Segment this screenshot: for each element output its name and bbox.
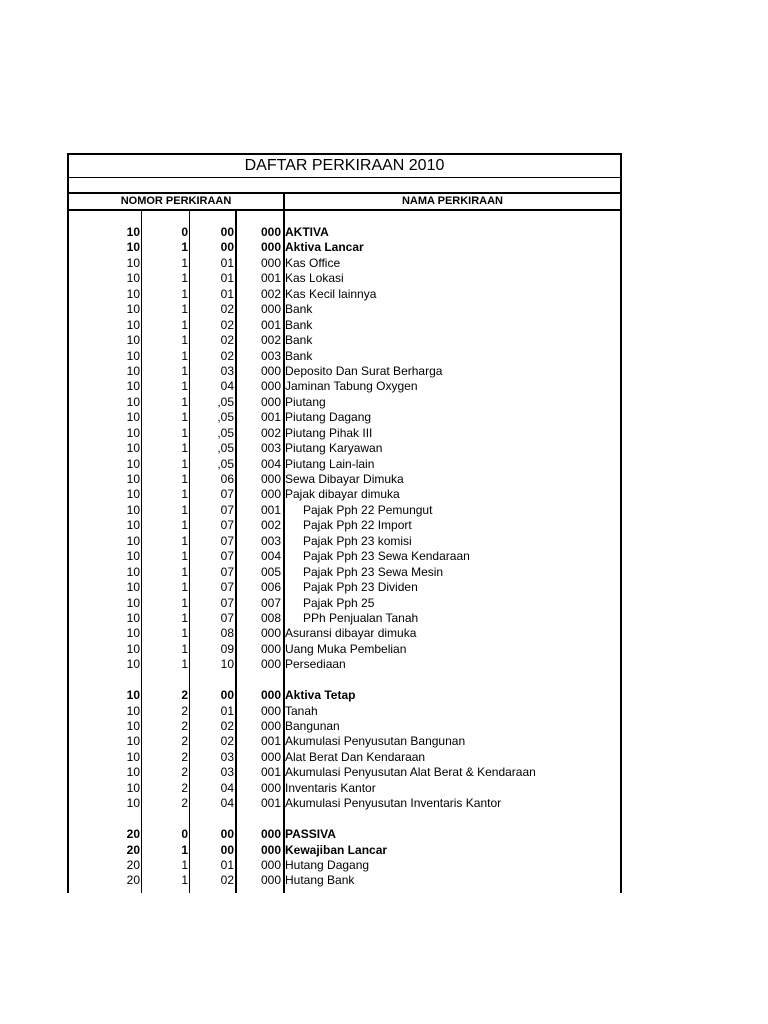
account-name: Aktiva Lancar — [285, 240, 364, 255]
account-group: 10 — [126, 487, 140, 502]
account-group: 10 — [126, 657, 140, 672]
account-class: 1 — [181, 271, 188, 286]
table-row — [69, 642, 620, 657]
account-name: Akumulasi Penyusutan Alat Berat & Kendaraan — [285, 765, 536, 780]
account-sub: 01 — [220, 271, 234, 286]
account-name: Pajak Pph 22 Import — [303, 518, 412, 533]
account-name: Pajak Pph 22 Pemungut — [303, 502, 433, 517]
account-group: 10 — [126, 410, 140, 425]
title-spacer-row — [69, 178, 620, 194]
account-class: 1 — [181, 518, 188, 533]
account-group: 10 — [126, 780, 140, 795]
table-row — [69, 688, 620, 703]
account-group: 10 — [126, 518, 140, 533]
table-row — [69, 426, 620, 441]
account-name: Sewa Dibayar Dimuka — [285, 472, 404, 486]
account-name: Tanah — [285, 703, 318, 718]
account-name: Pajak Pph 23 Sewa Mesin — [303, 564, 444, 579]
account-detail: 000 — [260, 657, 281, 672]
account-class: 1 — [181, 363, 188, 378]
account-name: Pajak Pph 23 komisi — [303, 533, 412, 548]
account-group: 10 — [126, 502, 140, 517]
account-sub: 09 — [220, 641, 234, 656]
account-sub: 02 — [220, 873, 234, 888]
account-detail: 000 — [260, 240, 281, 255]
account-sub: 07 — [220, 595, 234, 610]
account-class: 1 — [181, 580, 188, 595]
account-group: 10 — [126, 286, 140, 301]
account-sub: 07 — [220, 564, 234, 579]
account-class: 2 — [181, 749, 188, 764]
account-detail: 000 — [260, 302, 281, 317]
account-sub: 02 — [220, 317, 234, 332]
spacer-row — [69, 812, 620, 827]
account-group: 10 — [126, 549, 140, 564]
account-sub: 01 — [220, 857, 234, 872]
table-row — [69, 318, 620, 333]
account-class: 1 — [181, 410, 188, 425]
account-detail: 000 — [260, 780, 281, 795]
account-detail: 004 — [260, 456, 281, 471]
account-group: 10 — [126, 472, 140, 486]
account-group: 10 — [126, 595, 140, 610]
table-row — [69, 379, 620, 394]
table-row — [69, 596, 620, 611]
account-name: Piutang Dagang — [285, 410, 372, 425]
account-detail: 006 — [260, 580, 281, 595]
account-detail: 000 — [260, 255, 281, 270]
account-class: 1 — [181, 425, 188, 440]
account-name: Bank — [285, 348, 313, 363]
table-row — [69, 534, 620, 549]
account-name: Bank — [285, 302, 313, 317]
account-class: 1 — [181, 595, 188, 610]
account-name: Bangunan — [285, 719, 340, 733]
account-sub: 03 — [220, 363, 234, 378]
account-detail: 000 — [260, 749, 281, 764]
table-row — [69, 843, 620, 858]
account-detail: 000 — [260, 873, 281, 888]
account-sub: 08 — [220, 626, 234, 641]
table-row — [69, 349, 620, 364]
account-name: Pajak Pph 23 Dividen — [303, 580, 418, 595]
table-row — [69, 580, 620, 595]
account-group: 10 — [126, 533, 140, 548]
account-sub: 04 — [220, 796, 234, 811]
account-name: Kas Kecil lainnya — [285, 286, 377, 301]
account-sub: 07 — [220, 610, 234, 625]
table-row — [69, 704, 620, 719]
account-name: Piutang Pihak III — [285, 425, 373, 440]
table-row — [69, 271, 620, 286]
account-class: 1 — [181, 348, 188, 363]
account-sub: ,05 — [217, 456, 234, 471]
account-detail: 000 — [260, 641, 281, 656]
account-group: 10 — [126, 796, 140, 811]
account-sub: 04 — [220, 379, 234, 394]
account-sub: ,05 — [217, 394, 234, 409]
account-name: Aktiva Tetap — [285, 688, 356, 703]
account-group: 10 — [126, 225, 140, 239]
account-sub: 00 — [220, 225, 234, 239]
table-row — [69, 240, 620, 255]
account-detail: 001 — [260, 410, 281, 425]
spacer-row — [69, 673, 620, 688]
account-detail: 000 — [260, 688, 281, 703]
account-class: 2 — [181, 688, 188, 703]
account-detail: 008 — [260, 610, 281, 625]
account-class: 2 — [181, 780, 188, 795]
account-detail: 002 — [260, 425, 281, 440]
account-sub: 02 — [220, 333, 234, 348]
account-sub: 01 — [220, 286, 234, 301]
account-sub: 07 — [220, 502, 234, 517]
table-row — [69, 225, 620, 240]
table-row — [69, 302, 620, 317]
account-name: Jaminan Tabung Oxygen — [285, 379, 418, 394]
account-group: 10 — [126, 240, 140, 255]
account-sub: 03 — [220, 765, 234, 780]
account-detail: 001 — [260, 765, 281, 780]
account-detail: 000 — [260, 827, 281, 842]
table-row — [69, 750, 620, 765]
account-name: Kewajiban Lancar — [285, 842, 388, 857]
account-name: Alat Berat Dan Kendaraan — [285, 749, 426, 764]
account-sub: 03 — [220, 749, 234, 764]
table-row — [69, 457, 620, 472]
account-class: 1 — [181, 302, 188, 317]
account-class: 1 — [181, 533, 188, 548]
account-detail: 001 — [260, 271, 281, 286]
account-class: 1 — [181, 333, 188, 348]
account-group: 10 — [126, 688, 140, 703]
account-class: 0 — [181, 225, 188, 239]
account-group: 10 — [126, 456, 140, 471]
table-row — [69, 487, 620, 502]
account-detail: 000 — [260, 703, 281, 718]
account-class: 0 — [181, 827, 188, 842]
account-detail: 000 — [260, 857, 281, 872]
account-class: 1 — [181, 842, 188, 857]
account-group: 10 — [126, 765, 140, 780]
table-row — [69, 796, 620, 811]
account-detail: 005 — [260, 564, 281, 579]
account-detail: 003 — [260, 348, 281, 363]
account-class: 1 — [181, 317, 188, 332]
account-sub: 02 — [220, 734, 234, 749]
table-row — [69, 256, 620, 271]
account-detail: 000 — [260, 719, 281, 733]
account-group: 10 — [126, 271, 140, 286]
account-class: 1 — [181, 240, 188, 255]
account-group: 10 — [126, 641, 140, 656]
account-name: Pajak dibayar dimuka — [285, 487, 400, 502]
account-group: 10 — [126, 703, 140, 718]
account-group: 10 — [126, 317, 140, 332]
account-sub: 04 — [220, 780, 234, 795]
account-detail: 002 — [260, 333, 281, 348]
account-detail: 000 — [260, 225, 281, 239]
account-sub: 07 — [220, 549, 234, 564]
account-detail: 000 — [260, 487, 281, 502]
account-class: 1 — [181, 472, 188, 486]
account-name: Hutang Bank — [285, 873, 355, 888]
account-class: 1 — [181, 502, 188, 517]
account-name: Bank — [285, 317, 313, 332]
account-group: 10 — [126, 379, 140, 394]
account-name: Inventaris Kantor — [285, 780, 376, 795]
account-detail: 001 — [260, 734, 281, 749]
account-name: Akumulasi Penyusutan Bangunan — [285, 734, 466, 749]
account-name: Pajak Pph 25 — [303, 595, 375, 610]
account-name: Piutang — [285, 394, 326, 409]
account-detail: 000 — [260, 394, 281, 409]
account-sub: 02 — [220, 348, 234, 363]
table-row — [69, 395, 620, 410]
account-class: 1 — [181, 873, 188, 888]
account-class: 2 — [181, 765, 188, 780]
account-detail: 000 — [260, 379, 281, 394]
account-name: Uang Muka Pembelian — [285, 641, 407, 656]
account-detail: 001 — [260, 502, 281, 517]
account-name: PPh Penjualan Tanah — [303, 610, 419, 625]
account-class: 1 — [181, 549, 188, 564]
table-row — [69, 611, 620, 626]
account-detail: 003 — [260, 441, 281, 456]
account-class: 1 — [181, 657, 188, 672]
account-sub: ,05 — [217, 425, 234, 440]
account-detail: 000 — [260, 363, 281, 378]
account-sub: 00 — [220, 240, 234, 255]
table-row — [69, 765, 620, 780]
account-rows — [69, 225, 620, 889]
account-group: 10 — [126, 394, 140, 409]
account-group: 10 — [126, 333, 140, 348]
page-title: DAFTAR PERKIRAAN 2010 — [69, 155, 620, 178]
account-detail: 002 — [260, 286, 281, 301]
account-name: Kas Lokasi — [285, 271, 344, 286]
column-header-row — [69, 194, 620, 211]
account-name: Bank — [285, 333, 313, 348]
account-class: 2 — [181, 719, 188, 733]
account-group: 10 — [126, 749, 140, 764]
table-row — [69, 734, 620, 749]
account-sub: 07 — [220, 518, 234, 533]
table-row — [69, 626, 620, 641]
account-group: 10 — [126, 425, 140, 440]
table-row — [69, 472, 620, 487]
account-group: 10 — [126, 564, 140, 579]
account-sub: 02 — [220, 302, 234, 317]
account-sub: ,05 — [217, 410, 234, 425]
account-class: 1 — [181, 394, 188, 409]
table-row — [69, 781, 620, 796]
account-chart-table — [67, 153, 622, 893]
account-detail: 000 — [260, 472, 281, 486]
account-name: Hutang Dagang — [285, 857, 370, 872]
account-group: 10 — [126, 348, 140, 363]
account-sub: 10 — [220, 657, 234, 672]
account-group: 10 — [126, 626, 140, 641]
account-class: 1 — [181, 641, 188, 656]
account-class: 2 — [181, 703, 188, 718]
account-class: 1 — [181, 610, 188, 625]
account-sub: 01 — [220, 255, 234, 270]
account-detail: 002 — [260, 518, 281, 533]
table-row — [69, 333, 620, 348]
account-detail: 007 — [260, 595, 281, 610]
table-row — [69, 719, 620, 734]
account-detail: 004 — [260, 549, 281, 564]
account-class: 2 — [181, 796, 188, 811]
table-row — [69, 549, 620, 564]
account-group: 10 — [126, 441, 140, 456]
account-name: Akumulasi Penyusutan Inventaris Kantor — [285, 796, 502, 811]
header-nama-perkiraan: NAMA PERKIRAAN — [401, 195, 504, 207]
account-class: 2 — [181, 734, 188, 749]
account-detail: 001 — [260, 317, 281, 332]
account-name: AKTIVA — [285, 225, 329, 239]
table-row — [69, 518, 620, 533]
account-sub: 00 — [220, 688, 234, 703]
account-class: 1 — [181, 564, 188, 579]
account-name: Deposito Dan Surat Berharga — [285, 363, 443, 378]
account-name: Piutang Karyawan — [285, 441, 383, 456]
table-row — [69, 441, 620, 456]
account-class: 1 — [181, 626, 188, 641]
account-group: 10 — [126, 719, 140, 733]
account-name: Pajak Pph 23 Sewa Kendaraan — [303, 549, 470, 564]
account-name: Persediaan — [285, 657, 346, 672]
account-group: 20 — [126, 873, 140, 888]
account-sub: 00 — [220, 827, 234, 842]
account-sub: 02 — [220, 719, 234, 733]
account-name: Piutang Lain-lain — [285, 456, 375, 471]
account-sub: 07 — [220, 580, 234, 595]
table-row — [69, 565, 620, 580]
table-row — [69, 827, 620, 842]
table-row — [69, 503, 620, 518]
account-name: PASSIVA — [285, 827, 336, 842]
account-sub: 07 — [220, 533, 234, 548]
table-row — [69, 287, 620, 302]
account-group: 10 — [126, 610, 140, 625]
account-sub: 00 — [220, 842, 234, 857]
account-class: 1 — [181, 255, 188, 270]
table-row — [69, 873, 620, 888]
account-sub: 06 — [220, 472, 234, 486]
header-nomor-perkiraan: NOMOR PERKIRAAN — [69, 194, 285, 209]
account-group: 10 — [126, 302, 140, 317]
account-detail: 000 — [260, 626, 281, 641]
account-sub: ,05 — [217, 441, 234, 456]
account-group: 20 — [126, 842, 140, 857]
account-detail: 000 — [260, 842, 281, 857]
account-group: 10 — [126, 580, 140, 595]
account-detail: 003 — [260, 533, 281, 548]
account-class: 1 — [181, 441, 188, 456]
account-class: 1 — [181, 857, 188, 872]
table-row — [69, 858, 620, 873]
account-class: 1 — [181, 456, 188, 471]
account-group: 20 — [126, 857, 140, 872]
account-name: Kas Office — [285, 255, 341, 270]
account-class: 1 — [181, 487, 188, 502]
account-detail: 001 — [260, 796, 281, 811]
account-sub: 01 — [220, 703, 234, 718]
account-group: 10 — [126, 255, 140, 270]
account-group: 10 — [126, 363, 140, 378]
account-group: 10 — [126, 734, 140, 749]
table-row — [69, 364, 620, 379]
table-row — [69, 410, 620, 425]
account-class: 1 — [181, 286, 188, 301]
table-row — [69, 657, 620, 672]
account-name: Asuransi dibayar dimuka — [285, 626, 417, 641]
account-class: 1 — [181, 379, 188, 394]
account-sub: 07 — [220, 487, 234, 502]
account-group: 20 — [126, 827, 140, 842]
